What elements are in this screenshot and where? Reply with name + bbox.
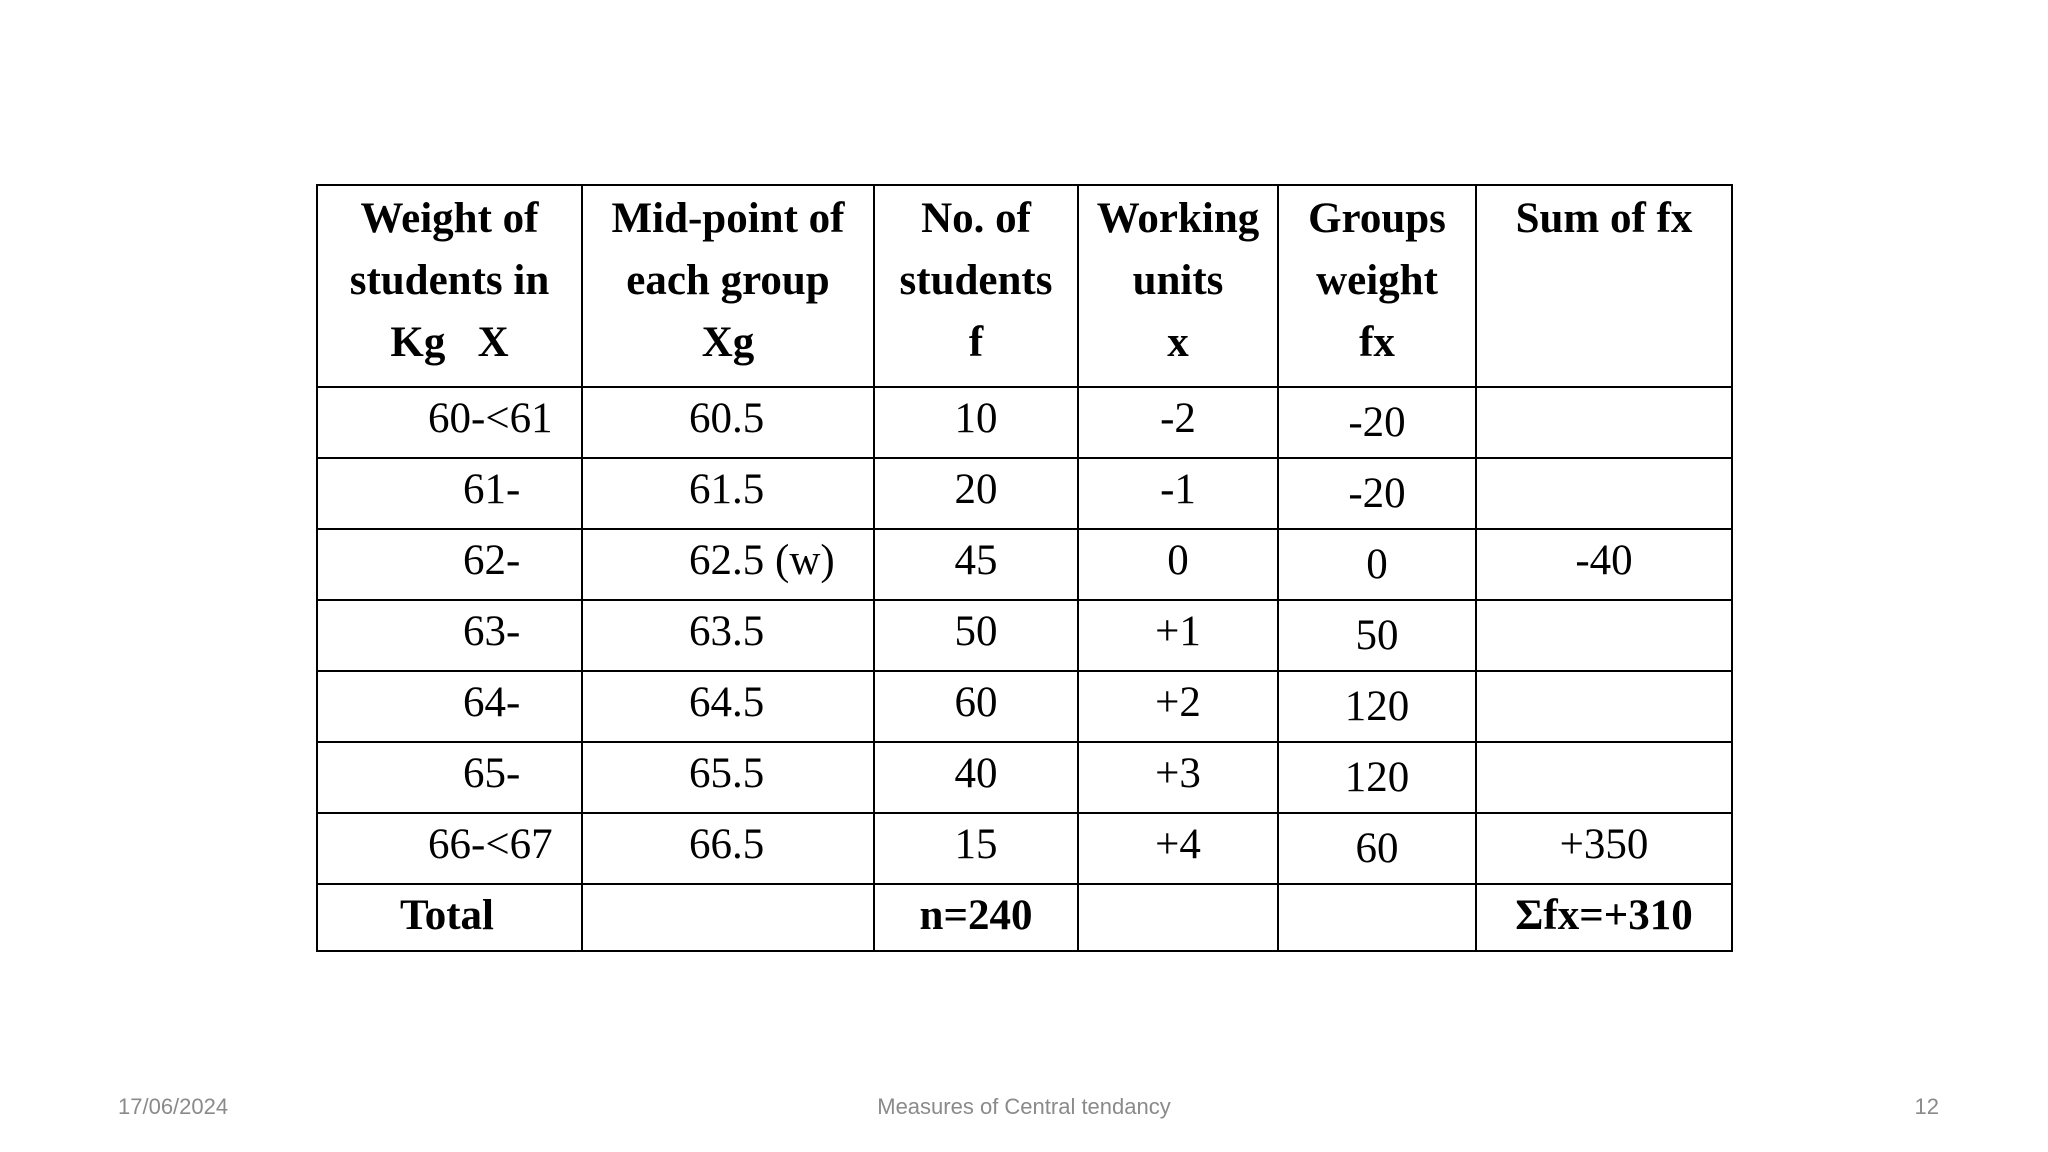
cell-sum	[1476, 600, 1732, 671]
table-header-row	[317, 185, 1732, 387]
cell-f: 45	[874, 529, 1078, 600]
column-header-line: fx	[1359, 319, 1395, 366]
cell-fx: 50	[1278, 600, 1476, 671]
total-cell-mid	[582, 884, 874, 951]
total-cell-x	[1078, 884, 1278, 951]
cell-mid: 61.5	[582, 458, 874, 529]
table-row	[317, 529, 1732, 600]
column-header-line: each group	[626, 257, 830, 304]
table-row	[317, 813, 1732, 884]
cell-x: +3	[1078, 742, 1278, 813]
cell-x: +1	[1078, 600, 1278, 671]
column-header-line: f	[968, 319, 984, 366]
cell-f: 50	[874, 600, 1078, 671]
cell-x: +2	[1078, 671, 1278, 742]
column-header	[317, 185, 582, 387]
cell-weight: 61-	[317, 458, 582, 529]
cell-f: 10	[874, 387, 1078, 458]
cell-weight: 60-<61	[317, 387, 582, 458]
cell-sum: +350	[1476, 813, 1732, 884]
cell-mid: 65.5	[582, 742, 874, 813]
column-header-line: Mid-point of	[611, 195, 845, 242]
cell-sum	[1476, 458, 1732, 529]
cell-sum	[1476, 671, 1732, 742]
cell-weight: 63-	[317, 600, 582, 671]
column-header	[1278, 185, 1476, 387]
cell-f: 15	[874, 813, 1078, 884]
total-row	[317, 884, 1732, 951]
column-header-line: Sum of fx	[1515, 195, 1693, 242]
cell-f: 60	[874, 671, 1078, 742]
column-header-line: students	[899, 257, 1053, 304]
cell-x: -2	[1078, 387, 1278, 458]
column-header-line: Xg	[701, 319, 755, 366]
cell-sum: -40	[1476, 529, 1732, 600]
table-row	[317, 387, 1732, 458]
cell-weight: 62-	[317, 529, 582, 600]
cell-mid: 64.5	[582, 671, 874, 742]
column-header-line: weight	[1316, 257, 1438, 304]
cell-weight: 64-	[317, 671, 582, 742]
total-cell-f: n=240	[874, 884, 1078, 951]
cell-sum	[1476, 742, 1732, 813]
cell-fx: -20	[1278, 387, 1476, 458]
table-row	[317, 600, 1732, 671]
column-header-line: Weight of	[360, 195, 539, 242]
footer-date: 17/06/2024	[118, 1094, 229, 1119]
cell-mid: 63.5	[582, 600, 874, 671]
column-header-line: Working	[1096, 195, 1260, 242]
table-row	[317, 671, 1732, 742]
cell-mid: 62.5 (w)	[582, 529, 874, 600]
table-row	[317, 458, 1732, 529]
footer-title: Measures of Central tendancy	[877, 1094, 1171, 1119]
cell-weight: 65-	[317, 742, 582, 813]
cell-x: -1	[1078, 458, 1278, 529]
column-header-line: Groups	[1308, 195, 1446, 242]
column-header-line: x	[1167, 319, 1189, 366]
column-header	[1078, 185, 1278, 387]
column-header-line: Kg X	[390, 319, 509, 366]
cell-fx: 60	[1278, 813, 1476, 884]
cell-x: 0	[1078, 529, 1278, 600]
cell-fx: -20	[1278, 458, 1476, 529]
cell-weight: 66-<67	[317, 813, 582, 884]
frequency-table	[316, 184, 1733, 952]
column-header-line: students in	[349, 257, 550, 304]
total-cell-label: Total	[317, 884, 582, 951]
cell-x: +4	[1078, 813, 1278, 884]
column-header	[874, 185, 1078, 387]
column-header-line: units	[1132, 257, 1224, 304]
cell-fx: 0	[1278, 529, 1476, 600]
cell-sum	[1476, 387, 1732, 458]
cell-mid: 66.5	[582, 813, 874, 884]
table-body	[317, 387, 1732, 951]
column-header-line: No. of	[921, 195, 1031, 242]
table-row	[317, 742, 1732, 813]
cell-mid: 60.5	[582, 387, 874, 458]
cell-fx: 120	[1278, 671, 1476, 742]
column-header	[1476, 185, 1732, 387]
cell-f: 20	[874, 458, 1078, 529]
slide-number: 12	[1914, 1094, 1939, 1119]
cell-f: 40	[874, 742, 1078, 813]
column-header	[582, 185, 874, 387]
cell-fx: 120	[1278, 742, 1476, 813]
total-cell-sum: Σfx=+310	[1476, 884, 1732, 951]
total-cell-fx	[1278, 884, 1476, 951]
